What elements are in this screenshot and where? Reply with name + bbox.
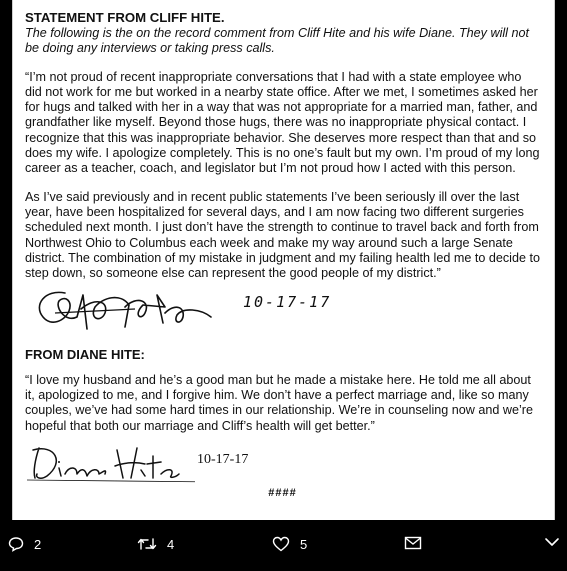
document-title: STATEMENT FROM CLIFF HITE.	[25, 10, 225, 25]
reply-count: 2	[34, 536, 42, 552]
cliff-signature-date: 10-17-17	[243, 293, 332, 312]
direct-message-button[interactable]	[404, 536, 422, 550]
cliff-signature-row	[25, 283, 540, 335]
statement-document	[12, 0, 555, 520]
reply-button[interactable]	[8, 536, 41, 552]
statement-paragraph-2: As I’ve said previously and in recent public statements I’ve been seriously ill over the last year, have been hospitalized for several days, and I am now facing two different surgeries scheduled next month. I just don’t have the strength to continue to travel back and forth from Northwest Ohio to Columbus each week and make my way around such a large Senate district. The combination of my mistake in judgment and my failing health led me to decide to step down, so someone else can represent the good people of my district.”	[25, 189, 540, 281]
tweet-action-bar	[0, 520, 567, 571]
document-subtitle: The following is the on the record comment from Cliff Hite and his wife Diane. They will not be doing any interviews or taking press calls.	[25, 26, 529, 56]
envelope-icon	[404, 536, 422, 550]
chevron-down-icon	[544, 536, 560, 548]
like-button[interactable]	[272, 536, 307, 552]
diane-signature-icon	[25, 438, 195, 484]
cliff-signature-icon	[25, 283, 235, 335]
retweet-button[interactable]	[137, 536, 174, 552]
more-options-button[interactable]	[544, 536, 560, 548]
statement-paragraph-1: “I’m not proud of recent inappropriate conversations that I had with a state employee who did not work for me but worked in a nearby state office. After we met, I sometimes asked her for hugs and talked with her in a way that was not appropriate for a married man, father, and grandfather like myself. Beyond those hugs, there was no inappropriate physical contact. I recognize that this was inappropriate behavior. She deserves more respect than that and so does my wife. I apologize completely. This is no one’s fault but my own. I’m proud of my long career as a teacher, coach, and legislator but I’m not proud how I acted with this person.	[25, 69, 540, 176]
diane-section-heading: FROM DIANE HITE:	[25, 347, 145, 363]
end-mark: ####	[268, 486, 297, 499]
diane-signature-date: 10-17-17	[197, 451, 249, 467]
retweet-count: 4	[167, 536, 175, 552]
retweet-icon	[137, 536, 157, 552]
like-count: 5	[300, 536, 308, 552]
diane-signature-row	[25, 438, 540, 484]
heart-icon	[272, 536, 290, 552]
speech-bubble-icon	[8, 536, 24, 552]
diane-statement-paragraph: “I love my husband and he’s a good man but he made a mistake here. He told me all about it, apologized to me, and I forgive him. We don’t have a perfect marriage and, like so many couples, we’ve had some hard times in our relationship. We’re in counseling now and we’re hopeful that both our marriage and Cliff’s health will get better.”	[25, 372, 533, 433]
